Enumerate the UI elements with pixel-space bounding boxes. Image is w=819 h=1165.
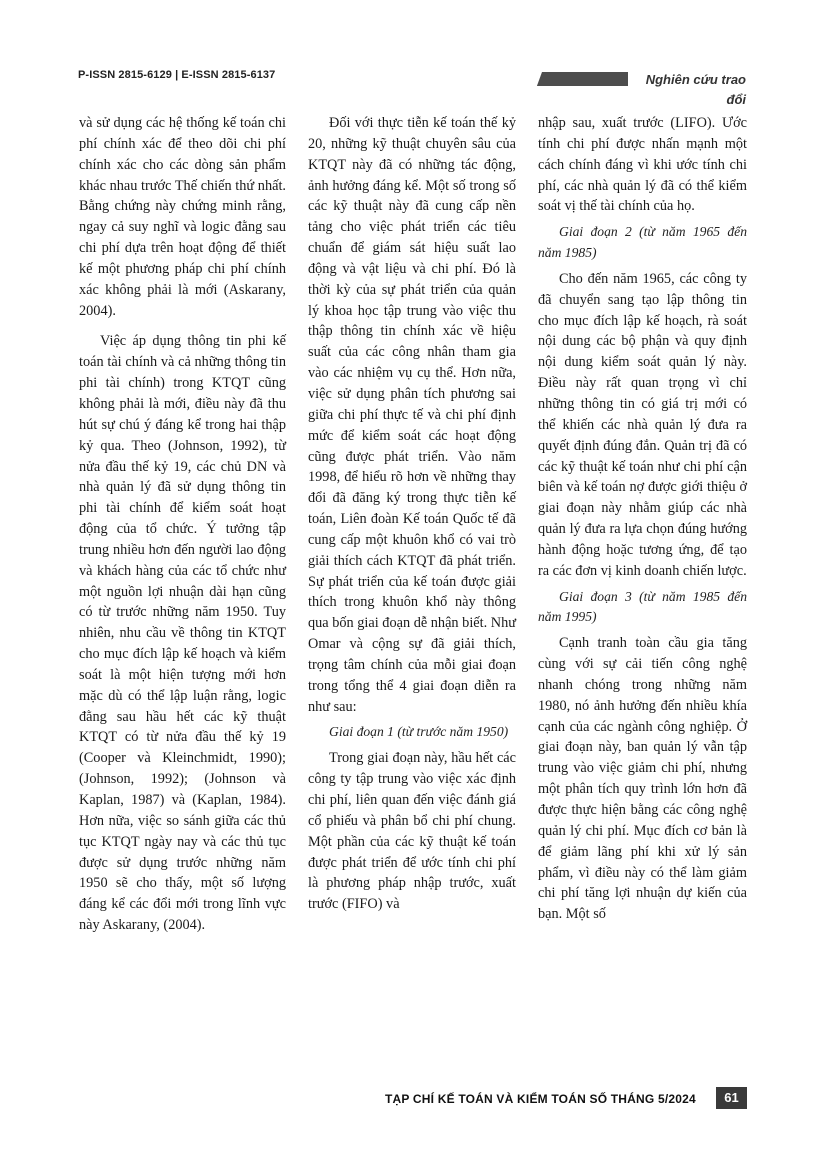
journal-title: TẠP CHÍ KẾ TOÁN VÀ KIỂM TOÁN SỐ THÁNG 5/2024 [385,1092,696,1106]
column-1 [79,113,286,936]
paragraph: Cho đến năm 1965, các công ty đã chuyển sang tạo lập thông tin cho mục đích lập kế hoạch, rà soát nội dung các bộ phận và quy định nội dung kiểm soát quản lý này. Điều này rất quan trọng vì chỉ những thông tin có giá trị mới có thể khiến các nhà quản lý đưa ra quyết định đúng đắn. Quản trị đã có các kỹ thuật kế toán như chi phí cận biên và kế toán nợ được giới thiệu ở giai đoạn này nhằm giúp các nhà quản lý đưa ra lựa chọn đúng hướng hành động hoặc tương ứng, để tạo ra các đơn vị kinh doanh chiến lược. [538,270,747,579]
issn-label: P-ISSN 2815-6129 | E-ISSN 2815-6137 [78,69,276,81]
subheading: Giai đoạn 1 (từ trước năm 1950) [329,724,509,740]
column-3 [538,113,747,925]
paragraph: Cạnh tranh toàn cầu gia tăng cùng với sự cải tiến công nghệ nhanh chóng trong những năm 1980, nó ảnh hưởng đến nhiều khía cạnh của các ngành công nghiệp. Ở giai đoạn này, ban quản lý vẫn tập trung vào việc giảm chi phí, nhưng một phân tích quy trình lớn hơn đã được thực hiện bằng các công nghệ quản lý chi phí. Mục đích cơ bản là để giảm lãng phí khi xử lý sản phẩm, vì điều này có thể làm giảm chi phí tăng lợi nhuận dự kiến của bạn. Một số [538,635,747,923]
paragraph: Việc áp dụng thông tin phi kế toán tài chính và cả những thông tin phi tài chính) trong KTQT cũng không phải là mới, điều này đã thu hút sự chú ý đáng kể trong hai thập kỷ qua. Theo (Johnson, 1992), từ nửa đầu thế kỷ 19, các chủ DN và nhà quản lý đã sử dụng thông tin phi tài chính để kiểm soát hoạt động của tổ chức. Ý tưởng tập trung nhiều hơn đến người lao động và khách hàng của các tổ chức như một nguồn lợi nhuận dài hạn cũng có từ trước những năm 1950. Tuy nhiên, nhu cầu về thông tin KTQT cho mục đích lập kế hoạch và kiểm soát là một hiện tượng mới hơn mặc dù có thể lập luận rằng, logic đằng sau hầu hết các kỹ thuật KTQT có từ nửa đầu thế kỷ 19 (Cooper và Kleinchmidt, 1990); (Johnson, 1992); (Johnson và Kaplan, 1987) và (Kaplan, 1984). Hơn nữa, việc so sánh giữa các thủ tục KTQT ngày nay và các thủ tục được sử dụng trước những năm 1950 sẽ cho thấy, một số lượng đáng kể các đổi mới trong lĩnh vực này Askarany, (2004). [79,333,286,934]
paragraph: Đối với thực tiễn kế toán thế kỷ 20, những kỹ thuật chuyên sâu của KTQT này đã có những tác động, ảnh hưởng đáng kể. Một số trong số các kỹ thuật này đã cung cấp nền tảng cho việc phát triển các tiêu chuẩn để giám sát hiệu suất lao động và vật liệu và chi phí. Đó là thời kỳ của sự phát triển của quản lý khoa học tập trung vào việc thu thập thông tin chính xác về hiệu suất của các công nhân tham gia vào các nhiệm vụ cụ thể. Hơn nữa, việc sử dụng phân tích phương sai giữa chi phí thực tế và chi phí định mức để kiểm soát các hoạt động cũng được phát triển. Vào năm 1998, để hiểu rõ hơn về những thay đổi đã đăng ký trong thực tiễn kế toán, Liên đoàn Kế toán Quốc tế đã cung cấp một khuôn khổ có vai trò giải thích cách KTQT đã phát triển. Sự phát triển của kế toán được giải thích trong khuôn khổ này thông qua bốn giai đoạn dễ nhận biết. Như Omar và cộng sự đã giải thích, trọng tâm chính của mỗi giai đoạn trong tổng thể 4 giai đoạn diễn ra như sau: [308,115,516,715]
page-number: 61 [716,1087,747,1109]
paragraph: nhập sau, xuất trước (LIFO). Ước tính chi phí được nhấn mạnh một cách chính đáng vì khi ước tính chi phí, các nhà quản lý đã có thể kiểm soát vị thế tài chính của họ. [538,115,747,215]
paragraph: Trong giai đoạn này, hầu hết các công ty tập trung vào việc xác định chi phí, liên quan đến việc đánh giá cổ phiếu và phân bổ chi phí chung. Một phần của các kỹ thuật kế toán được phát triển để ước tính chi phí là phương pháp nhập trước, xuất trước (FIFO) và [308,750,516,913]
subheading: Giai đoạn 3 (từ năm 1985 đến năm 1995) [538,588,747,625]
paragraph: và sử dụng các hệ thống kế toán chi phí chính xác để theo dõi chi phí chính xác cho các dòng sản phẩm khác nhau trước Thế chiến thứ nhất. Bằng chứng này chứng minh rằng, ngay cả suy nghĩ và logic đằng sau chi phí dựa trên hoạt động để thiết kế một phương pháp chi phí chính xác không phải là mới (Askarany, 2004). [79,115,286,319]
column-2 [308,113,516,915]
section-title: Nghiên cứu trao đổi [628,70,746,90]
subheading: Giai đoạn 2 (từ năm 1965 đến năm 1985) [538,224,747,261]
